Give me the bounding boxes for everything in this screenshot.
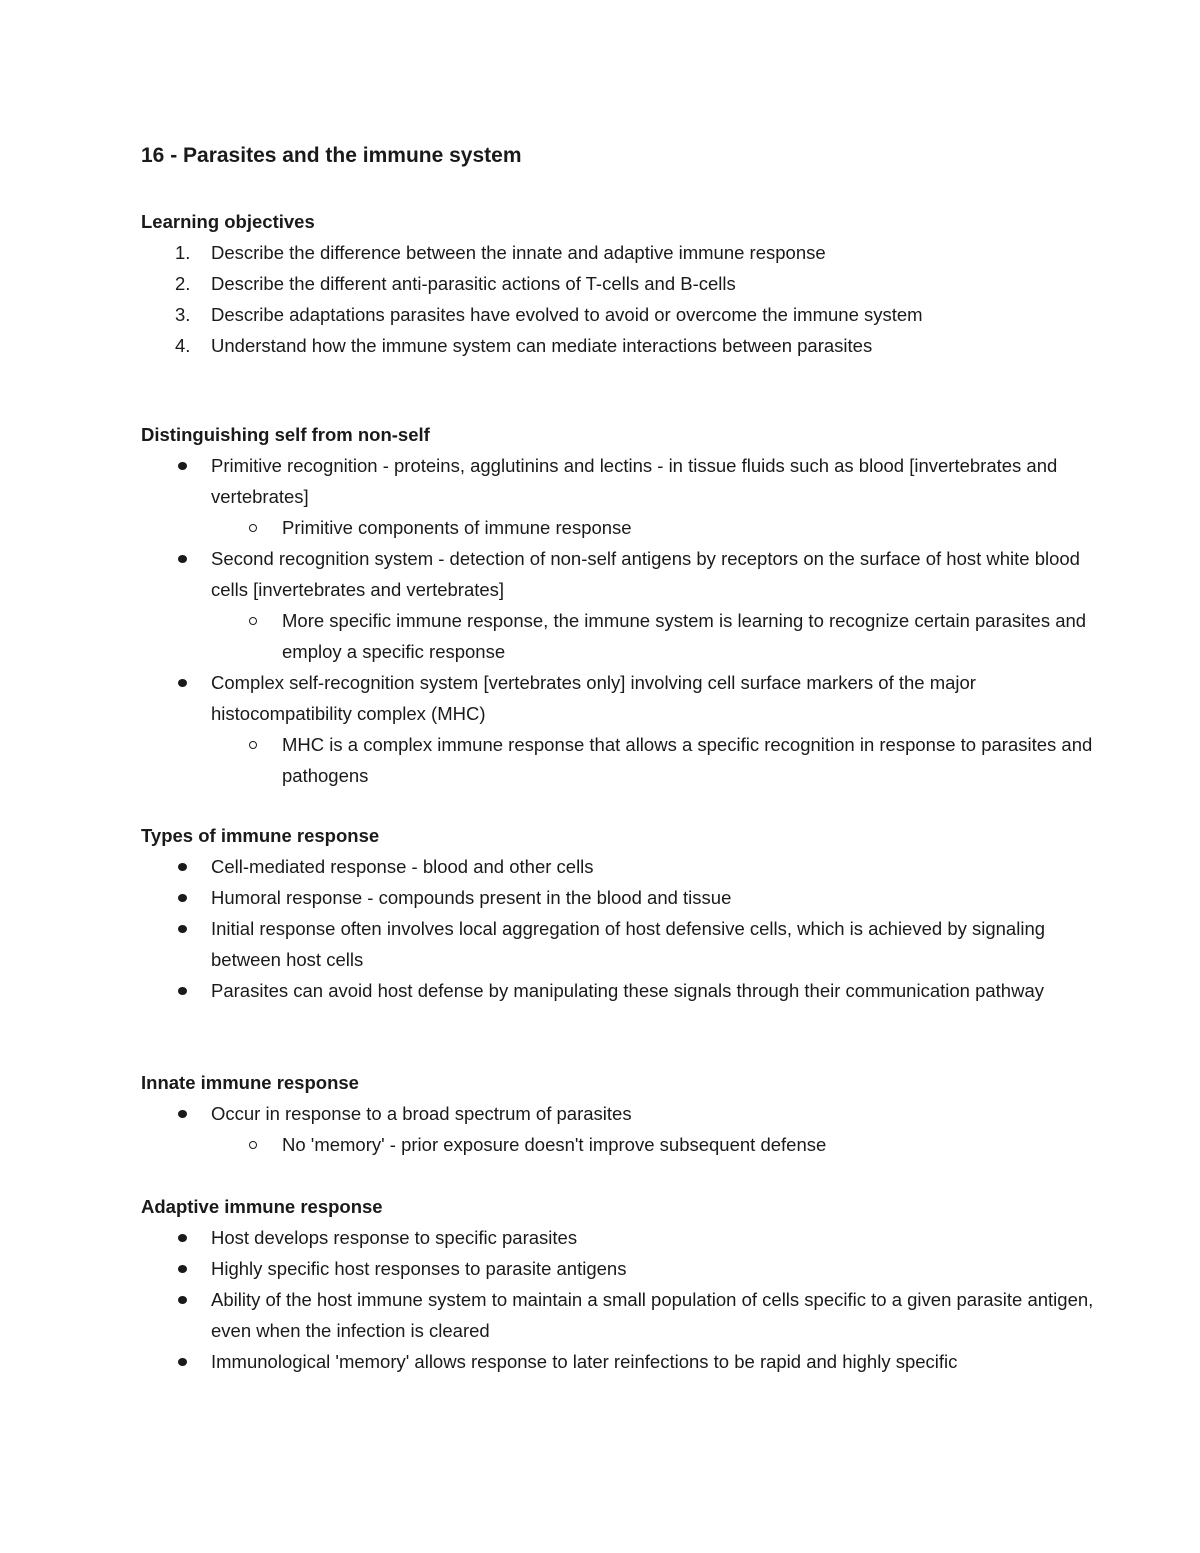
bullet-item <box>141 543 1101 605</box>
adaptive-section <box>141 1191 1101 1377</box>
bullet-item <box>141 913 1101 975</box>
bullet-icon <box>178 555 187 563</box>
bullet-icon <box>178 679 187 687</box>
sub-bullet-item <box>141 605 1101 667</box>
bullet-icon <box>178 1296 187 1304</box>
section-heading: Innate immune response <box>141 1072 359 1093</box>
self-nonself-section <box>141 419 1101 791</box>
bullet-item <box>141 450 1101 512</box>
item-text: Humoral response - compounds present in the blood and tissue <box>211 887 732 908</box>
item-number: 2. <box>175 273 191 294</box>
bullet-icon <box>178 1265 187 1273</box>
item-text: Ability of the host immune system to maintain a small population of cells specific to a given parasite antigen, even when the infection is cleared <box>211 1289 1094 1341</box>
sub-bullet-item <box>141 512 1101 543</box>
bullet-item <box>141 1253 1101 1284</box>
item-text: Initial response often involves local aggregation of host defensive cells, which is achieved by signaling between host cells <box>211 918 1046 970</box>
bullet-icon <box>178 894 187 902</box>
bullet-icon <box>178 1110 187 1118</box>
sub-bullet-icon <box>249 741 257 749</box>
bullet-item <box>141 851 1101 882</box>
numbered-item <box>141 268 1101 299</box>
item-text: Immunological 'memory' allows response to later reinfections to be rapid and highly specific <box>211 1351 958 1372</box>
learning-objectives-section <box>141 206 1101 361</box>
item-text: Parasites can avoid host defense by manipulating these signals through their communication pathway <box>211 980 1044 1001</box>
item-text: Host develops response to specific parasites <box>211 1227 578 1248</box>
item-number: 4. <box>175 335 191 356</box>
item-text: Describe the different anti-parasitic actions of T-cells and B-cells <box>211 273 736 294</box>
bullet-icon <box>178 987 187 995</box>
bullet-icon <box>178 1358 187 1366</box>
sub-bullet-icon <box>249 524 257 532</box>
bullet-item <box>141 975 1101 1006</box>
bullet-item <box>141 667 1101 729</box>
page-title: 16 - Parasites and the immune system <box>141 144 522 167</box>
sub-bullet-icon <box>249 1141 257 1149</box>
item-text: More specific immune response, the immune system is learning to recognize certain parasites and employ a specific response <box>282 610 1087 662</box>
numbered-item <box>141 237 1101 268</box>
item-text: Understand how the immune system can mediate interactions between parasites <box>211 335 873 356</box>
innate-section <box>141 1067 1101 1160</box>
bullet-icon <box>178 925 187 933</box>
types-section <box>141 820 1101 1006</box>
item-text: Second recognition system - detection of non-self antigens by receptors on the surface of host white blood cells [invertebrates and vertebrates] <box>211 548 1080 600</box>
item-number: 1. <box>175 242 191 263</box>
item-text: Highly specific host responses to parasite antigens <box>211 1258 627 1279</box>
bullet-item <box>141 1346 1101 1377</box>
sub-bullet-item <box>141 729 1101 791</box>
item-text: Describe the difference between the innate and adaptive immune response <box>211 242 826 263</box>
item-number: 3. <box>175 304 191 325</box>
bullet-icon <box>178 462 187 470</box>
bullet-item <box>141 1284 1101 1346</box>
section-heading: Learning objectives <box>141 211 315 232</box>
numbered-item <box>141 299 1101 330</box>
section-heading: Types of immune response <box>141 825 380 846</box>
numbered-item <box>141 330 1101 361</box>
section-heading: Distinguishing self from non-self <box>141 424 430 445</box>
sub-bullet-item <box>141 1129 1101 1160</box>
item-text: MHC is a complex immune response that allows a specific recognition in response to parasites and pathogens <box>282 734 1093 786</box>
item-text: Complex self-recognition system [vertebrates only] involving cell surface markers of the major histocompatibility complex (MHC) <box>211 672 976 724</box>
item-text: Primitive components of immune response <box>282 517 632 538</box>
sub-bullet-icon <box>249 617 257 625</box>
bullet-icon <box>178 1234 187 1242</box>
item-text: Cell-mediated response - blood and other cells <box>211 856 594 877</box>
bullet-item <box>141 1098 1101 1129</box>
item-text: Describe adaptations parasites have evolved to avoid or overcome the immune system <box>211 304 923 325</box>
item-text: No 'memory' - prior exposure doesn't improve subsequent defense <box>282 1134 827 1155</box>
item-text: Occur in response to a broad spectrum of parasites <box>211 1103 632 1124</box>
bullet-item <box>141 882 1101 913</box>
item-text: Primitive recognition - proteins, agglutinins and lectins - in tissue fluids such as blood [invertebrates and vertebrates] <box>211 455 1058 507</box>
bullet-item <box>141 1222 1101 1253</box>
bullet-icon <box>178 863 187 871</box>
section-heading: Adaptive immune response <box>141 1196 383 1217</box>
